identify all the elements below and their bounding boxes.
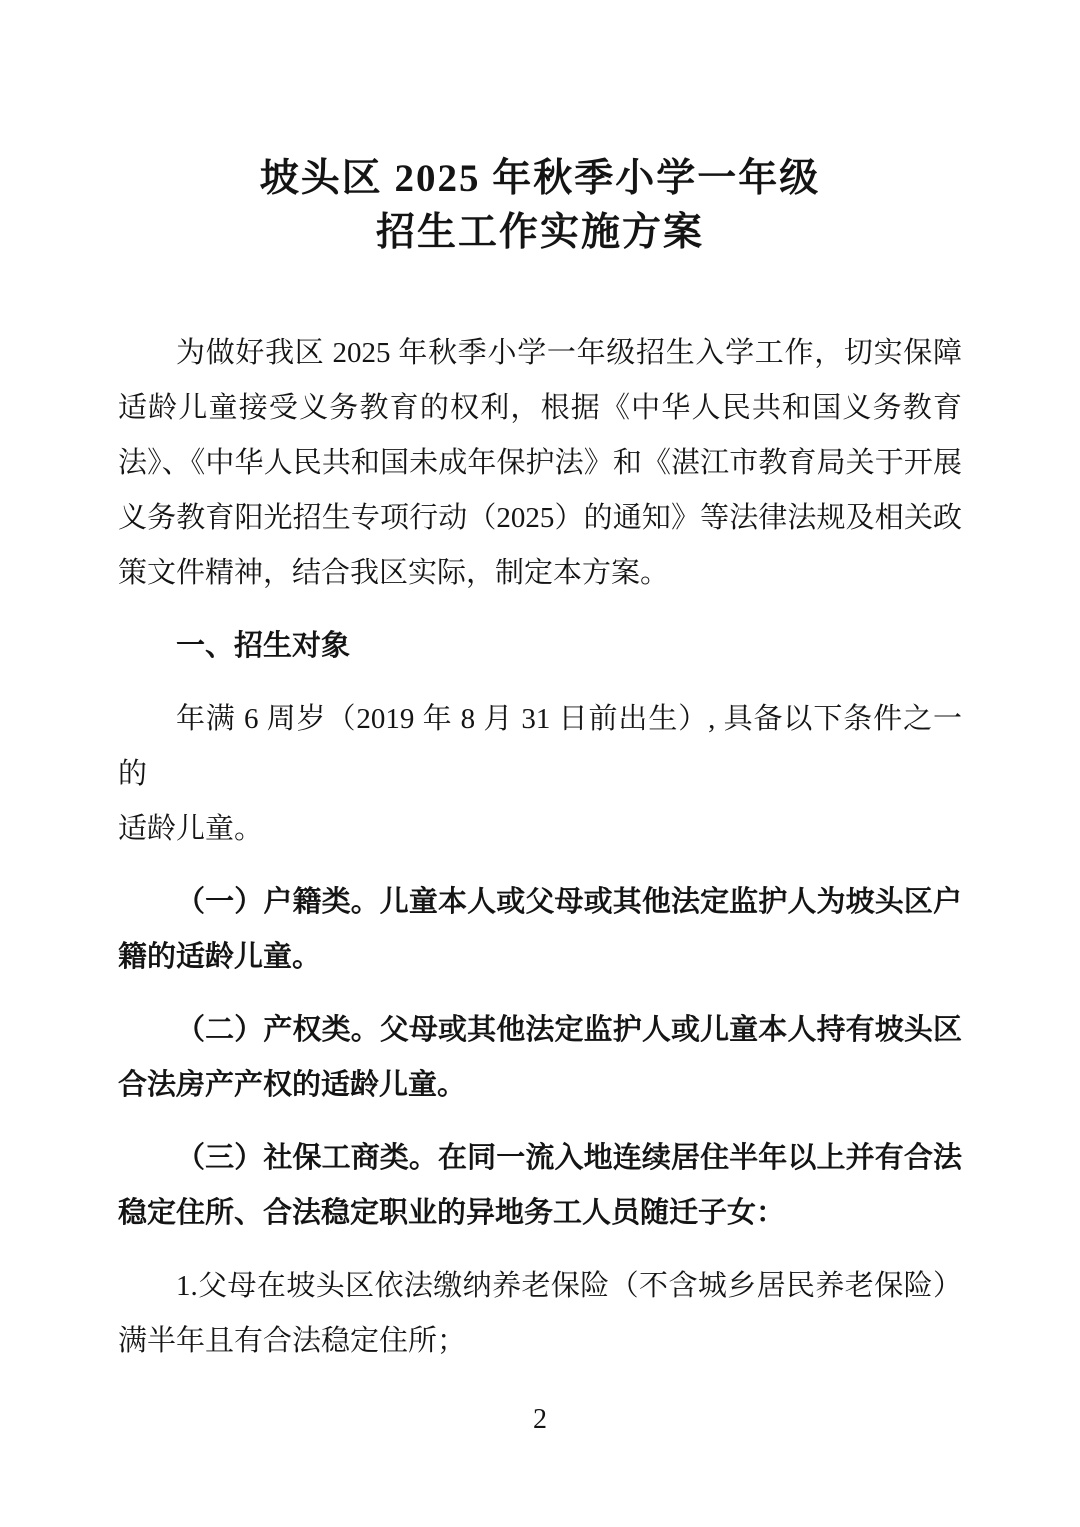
text-line: 义务教育阳光招生专项行动（2025）的通知》等法律法规及相关政 — [118, 502, 962, 534]
text-line: （三）社保工商类。在同一流入地连续居住半年以上并有合法 — [176, 1142, 962, 1174]
document-title — [118, 0, 962, 260]
paragraph-category-social-insurance — [118, 1131, 962, 1241]
text-line: 满半年且有合法稳定住所； — [118, 1325, 467, 1357]
paragraph-intro — [118, 326, 962, 601]
text-line: 为做好我区 2025 年秋季小学一年级招生入学工作，切实保障 — [176, 337, 962, 369]
text-line: （二）产权类。父母或其他法定监护人或儿童本人持有坡头区 — [176, 1014, 962, 1046]
text-line: 1.父母在坡头区依法缴纳养老保险（不含城乡居民养老保险） — [176, 1270, 962, 1302]
title-line-2: 招生工作实施方案 — [375, 211, 704, 254]
text-line: 稳定住所、合法稳定职业的异地务工人员随迁子女： — [118, 1197, 786, 1229]
text-line: 合法房产产权的适龄儿童。 — [118, 1069, 467, 1101]
heading-line: 一、招生对象 — [176, 630, 351, 662]
paragraph-item-1-pension — [118, 1259, 962, 1369]
text-line: 适龄儿童。 — [118, 813, 264, 845]
section-heading-enrollment-targets — [118, 619, 962, 674]
text-line: 适龄儿童接受义务教育的权利，根据《中华人民共和国义务教育 — [118, 392, 962, 424]
text-line: 年满 6 周岁（2019 年 8 月 31 日前出生）, 具备以下条件之一的 — [118, 703, 962, 790]
title-line-1: 坡头区 2025 年秋季小学一年级 — [259, 157, 821, 200]
page-number: 2 — [533, 1404, 547, 1435]
text-line: 策文件精神，结合我区实际，制定本方案。 — [118, 557, 670, 589]
paragraph-eligibility-age — [118, 692, 962, 857]
paragraph-category-hukou — [118, 875, 962, 985]
text-line: （一）户籍类。儿童本人或父母或其他法定监护人为坡头区户 — [176, 886, 962, 918]
text-line: 籍的适龄儿童。 — [118, 941, 322, 973]
paragraph-category-property — [118, 1003, 962, 1113]
text-line: 法》、《中华人民共和国未成年保护法》和《湛江市教育局关于开展 — [118, 447, 962, 479]
